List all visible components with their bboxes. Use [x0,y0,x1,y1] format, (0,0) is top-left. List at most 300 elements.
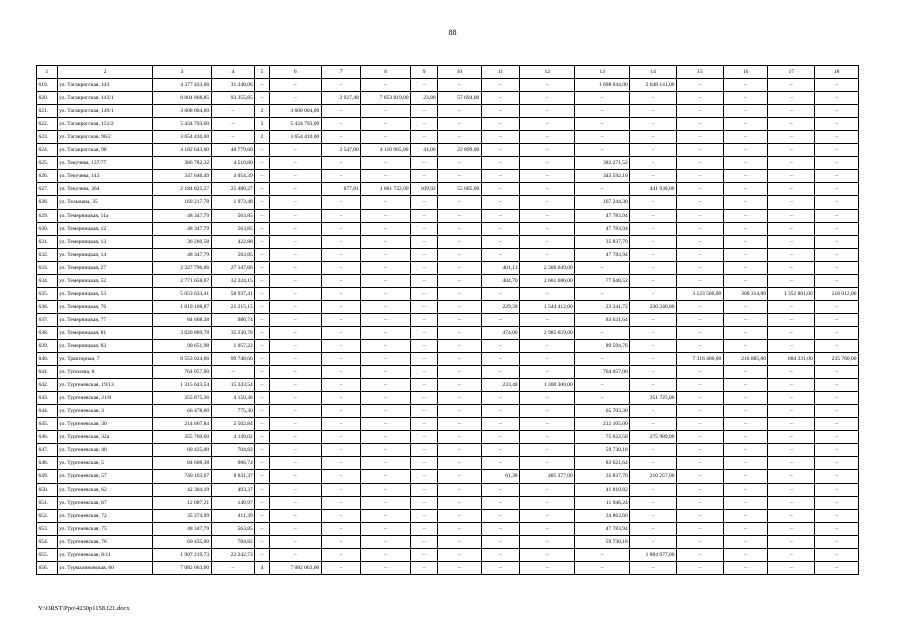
value-cell: – [411,535,438,548]
value-cell: – [438,235,482,248]
value-cell: 60 435,00 [153,535,211,548]
value-cell: – [211,561,255,574]
value-cell: – [768,405,815,418]
value-cell: – [723,522,768,535]
table-row [37,561,859,574]
value-cell: – [815,392,859,405]
column-header: 13 [575,66,630,79]
table-row [37,92,859,105]
column-header: 10 [438,66,482,79]
value-cell: – [411,248,438,261]
value-cell: – [411,548,438,561]
row-number-cell: 639. [37,339,58,352]
row-number-cell: 651. [37,496,58,509]
value-cell: 235 760,00 [815,353,859,366]
value-cell: – [677,274,724,287]
value-cell: – [815,379,859,392]
value-cell: – [481,457,519,470]
value-cell: – [768,209,815,222]
value-cell: – [481,366,519,379]
value-cell: 216 885,00 [723,353,768,366]
value-cell: – [255,405,270,418]
value-cell: – [411,418,438,431]
value-cell: – [520,118,575,131]
value-cell: – [630,496,677,509]
value-cell: – [438,418,482,431]
value-cell: – [677,209,724,222]
value-cell: – [438,470,482,483]
value-cell: – [269,339,321,352]
row-number-cell: 654. [37,535,58,548]
table-row [37,157,859,170]
value-cell: 563,85 [211,209,255,222]
value-cell: – [255,483,270,496]
value-cell: – [255,92,270,105]
row-number-cell: 641. [37,366,58,379]
value-cell: 93 355,85 [211,92,255,105]
value-cell: 355 875,36 [153,392,211,405]
value-cell: – [255,535,270,548]
value-cell: – [361,548,411,561]
value-cell: – [411,209,438,222]
value-cell: – [575,118,630,131]
value-cell: 5 434 793,00 [153,118,211,131]
value-cell: – [723,379,768,392]
value-cell: – [438,405,482,418]
value-cell: – [269,170,321,183]
table-body [37,79,859,575]
table-row [37,366,859,379]
value-cell: – [723,157,768,170]
value-cell: 7 316 400,00 [677,353,724,366]
value-cell: – [438,287,482,300]
value-cell: 12 087,21 [153,496,211,509]
value-cell: 140,97 [211,496,255,509]
table-row [37,79,859,92]
table-row [37,457,859,470]
column-header: 15 [677,66,724,79]
value-cell: – [520,366,575,379]
value-cell: – [815,235,859,248]
value-cell: – [520,509,575,522]
address-cell: ул. Тургеневская, 21/8 [57,392,153,405]
value-cell: – [255,548,270,561]
table-row [37,470,859,483]
value-cell: – [768,79,815,92]
value-cell: 2 927,48 [321,92,360,105]
value-cell: – [361,418,411,431]
row-number-cell: 640. [37,353,58,366]
table-row [37,444,859,457]
value-cell: – [481,92,519,105]
value-cell: 59 730,18 [575,535,630,548]
value-cell: – [723,457,768,470]
row-number-cell: 645. [37,418,58,431]
value-cell: – [677,470,724,483]
value-cell: – [768,326,815,339]
value-cell: 84 608,38 [153,457,211,470]
value-cell: – [269,313,321,326]
value-cell: 4 054,39 [211,170,255,183]
value-cell: – [438,379,482,392]
value-cell: – [481,118,519,131]
value-cell: – [269,548,321,561]
value-cell: – [520,339,575,352]
value-cell: – [677,183,724,196]
value-cell: 1 057,22 [211,339,255,352]
table-row [37,131,859,144]
value-cell: – [677,196,724,209]
value-cell: – [269,496,321,509]
value-cell: – [677,444,724,457]
value-cell: 677,81 [321,183,360,196]
value-cell: – [411,274,438,287]
address-cell: ул. Темерницкая, 27 [57,261,153,274]
value-cell: – [438,366,482,379]
value-cell: – [255,79,270,92]
value-cell: – [815,274,859,287]
value-cell: – [411,457,438,470]
value-cell: – [481,144,519,157]
value-cell: – [520,535,575,548]
value-cell: – [815,170,859,183]
value-cell: – [361,509,411,522]
value-cell: – [269,222,321,235]
value-cell: – [575,92,630,105]
value-cell: – [438,248,482,261]
value-cell: – [520,353,575,366]
value-cell: – [768,379,815,392]
value-cell: – [269,392,321,405]
value-cell: – [768,92,815,105]
value-cell: – [768,535,815,548]
row-number-cell: 619. [37,79,58,92]
value-cell: – [677,522,724,535]
address-cell: ул. Таганрогская, 149/1 [57,105,153,118]
value-cell: – [411,405,438,418]
value-cell: – [481,339,519,352]
value-cell: 167 244,30 [575,196,630,209]
value-cell: 422,88 [211,235,255,248]
address-cell: ул. Темерницкая, 14 [57,248,153,261]
row-number-cell: 656. [37,561,58,574]
value-cell: – [723,548,768,561]
value-cell: – [255,196,270,209]
value-cell: – [255,222,270,235]
column-header: 11 [481,66,519,79]
value-cell: 83 621,64 [575,313,630,326]
value-cell: 27 147,66 [211,261,255,274]
value-cell: – [255,183,270,196]
value-cell: 34 863,60 [575,509,630,522]
value-cell: 1 661 722,00 [361,183,411,196]
value-cell: – [321,339,360,352]
value-cell: – [723,431,768,444]
value-cell: – [677,261,724,274]
value-cell: – [255,522,270,535]
value-cell: 31 248,06 [211,79,255,92]
value-cell: – [723,131,768,144]
value-cell: 47 783,94 [575,209,630,222]
value-cell: – [361,131,411,144]
value-cell: – [361,561,411,574]
value-cell: – [411,287,438,300]
value-cell: – [723,235,768,248]
value-cell: – [438,392,482,405]
value-cell: – [520,248,575,261]
value-cell: 2 184 825,27 [153,183,211,196]
value-cell: – [520,405,575,418]
value-cell: – [269,235,321,248]
value-cell: – [321,313,360,326]
row-number-cell: 621. [37,105,58,118]
value-cell: – [723,339,768,352]
value-cell: – [768,144,815,157]
row-number-cell: 638. [37,326,58,339]
value-cell: 35 837,70 [575,235,630,248]
value-cell: 8 631,37 [211,470,255,483]
value-cell: 41 810,82 [575,483,630,496]
value-cell: 1 300 300,00 [520,379,575,392]
value-cell: 275 989,00 [630,431,677,444]
table-row [37,548,859,561]
value-cell: – [768,274,815,287]
value-cell: 2 771 658,67 [153,274,211,287]
value-cell: 2 661 686,00 [520,274,575,287]
value-cell: – [361,222,411,235]
table-row [37,300,859,313]
value-cell: 218 012,00 [815,287,859,300]
value-cell: 36 260,58 [153,235,211,248]
value-cell: – [411,170,438,183]
value-cell: – [411,79,438,92]
value-cell: 485 377,00 [520,470,575,483]
value-cell: 3 [255,118,270,131]
value-cell: 8 004 868,85 [153,92,211,105]
value-cell: – [411,313,438,326]
address-cell: ул. Тургеневская, 76 [57,535,153,548]
address-cell: ул. Тургеневская, 19/13 [57,379,153,392]
value-cell: – [768,118,815,131]
value-cell: 48 779,60 [211,144,255,157]
value-cell: 41,00 [411,144,438,157]
value-cell: – [321,431,360,444]
value-cell: – [520,496,575,509]
table-row [37,261,859,274]
value-cell: – [815,144,859,157]
value-cell: – [321,444,360,457]
value-cell: 35 230,78 [211,326,255,339]
value-cell: – [630,366,677,379]
value-cell: – [269,379,321,392]
value-cell: – [630,444,677,457]
value-cell: – [768,248,815,261]
value-cell: – [520,522,575,535]
value-cell: – [361,235,411,248]
row-number-cell: 630. [37,222,58,235]
value-cell: 1 352 801,00 [768,287,815,300]
value-cell: 83 621,64 [575,457,630,470]
value-cell: 47 783,94 [575,222,630,235]
value-cell: 21 215,15 [211,300,255,313]
value-cell: – [411,509,438,522]
value-cell: 15 343,54 [211,379,255,392]
value-cell: – [723,79,768,92]
value-cell: – [768,157,815,170]
value-cell: – [481,509,519,522]
value-cell: – [321,118,360,131]
value-cell: – [438,431,482,444]
value-cell: 61,38 [481,470,519,483]
value-cell: 351 725,00 [630,392,677,405]
value-cell: – [411,379,438,392]
value-cell: – [768,509,815,522]
value-cell: – [630,209,677,222]
value-cell: – [630,561,677,574]
column-header: 1 [37,66,58,79]
value-cell: – [520,196,575,209]
value-cell: – [723,300,768,313]
value-cell: – [723,535,768,548]
data-table [36,65,859,575]
address-cell: ул. Темерницкая, 53 [57,287,153,300]
value-cell: – [269,418,321,431]
value-cell: – [361,366,411,379]
value-cell: – [520,144,575,157]
value-cell: – [481,287,519,300]
address-cell: ул. Тургеневская, 5 [57,457,153,470]
value-cell: – [520,392,575,405]
value-cell: 7 082 063,00 [269,561,321,574]
value-cell: – [481,209,519,222]
value-cell: – [411,261,438,274]
value-cell: – [677,483,724,496]
value-cell: – [321,79,360,92]
address-cell: ул. Текучева, 364 [57,183,153,196]
value-cell: – [321,235,360,248]
value-cell: – [438,313,482,326]
value-cell: – [815,157,859,170]
value-cell: – [815,457,859,470]
row-number-cell: 625. [37,157,58,170]
value-cell: 7 853 819,00 [361,92,411,105]
value-cell: 401,13 [481,261,519,274]
value-cell: 22 899,00 [438,144,482,157]
value-cell: – [269,483,321,496]
address-cell: ул. Таганрогская, 143 [57,79,153,92]
value-cell: 1 973,48 [211,196,255,209]
value-cell: – [269,144,321,157]
value-cell: 3 654 410,00 [269,131,321,144]
value-cell: 474,00 [481,326,519,339]
value-cell: – [411,392,438,405]
value-cell: – [321,509,360,522]
value-cell: 65 703,30 [575,405,630,418]
table-row [37,405,859,418]
value-cell: – [677,392,724,405]
value-cell: – [438,561,482,574]
table-row [37,326,859,339]
value-cell: – [438,444,482,457]
value-cell: 704,82 [211,444,255,457]
value-cell: – [255,157,270,170]
value-cell: – [768,313,815,326]
value-cell: – [723,118,768,131]
value-cell: – [677,418,724,431]
table-row [37,222,859,235]
value-cell: – [575,144,630,157]
value-cell: 764 057,00 [575,366,630,379]
value-cell: – [520,79,575,92]
address-cell: ул. Тургеневская, 8/11 [57,548,153,561]
row-number-cell: 631. [37,235,58,248]
value-cell: – [321,300,360,313]
address-cell: ул. Текучева, 143 [57,170,153,183]
value-cell: 2 327 796,66 [153,261,211,274]
value-cell: – [481,483,519,496]
value-cell: – [575,287,630,300]
address-cell: ул. Таганрогская, 151/2 [57,118,153,131]
value-cell: – [255,326,270,339]
value-cell: – [321,196,360,209]
value-cell: – [255,261,270,274]
value-cell: – [438,222,482,235]
value-cell: – [723,313,768,326]
value-cell: – [211,366,255,379]
column-header: 2 [57,66,153,79]
value-cell: – [723,144,768,157]
value-cell: – [723,105,768,118]
value-cell: – [481,313,519,326]
address-cell: ул. Темерницкая, 81 [57,326,153,339]
value-cell: 343 592,10 [575,170,630,183]
value-cell: 411,39 [211,509,255,522]
value-cell: – [768,196,815,209]
value-cell: – [723,392,768,405]
value-cell: – [269,457,321,470]
value-cell: – [520,235,575,248]
value-cell: 11 946,24 [575,496,630,509]
page-number: 88 [448,28,457,37]
value-cell: – [520,287,575,300]
value-cell: 2 648 141,00 [630,79,677,92]
value-cell: – [768,222,815,235]
value-cell: 84 608,38 [153,313,211,326]
value-cell: – [815,470,859,483]
value-cell: – [481,353,519,366]
value-cell: – [211,105,255,118]
address-cell: ул. Тельмана, 35 [57,196,153,209]
value-cell: – [520,444,575,457]
value-cell: – [815,79,859,92]
value-cell: 986,74 [211,457,255,470]
value-cell: 2 502,84 [211,418,255,431]
value-cell: – [438,496,482,509]
value-cell: – [361,353,411,366]
value-cell: – [575,379,630,392]
value-cell: 4 182 643,60 [153,144,211,157]
value-cell: – [677,222,724,235]
value-cell: 75 622,58 [575,431,630,444]
value-cell: – [677,144,724,157]
value-cell: – [677,170,724,183]
value-cell: – [255,248,270,261]
value-cell: – [723,183,768,196]
value-cell: – [361,274,411,287]
value-cell: – [768,105,815,118]
column-header: 14 [630,66,677,79]
value-cell: 169 217,78 [153,196,211,209]
